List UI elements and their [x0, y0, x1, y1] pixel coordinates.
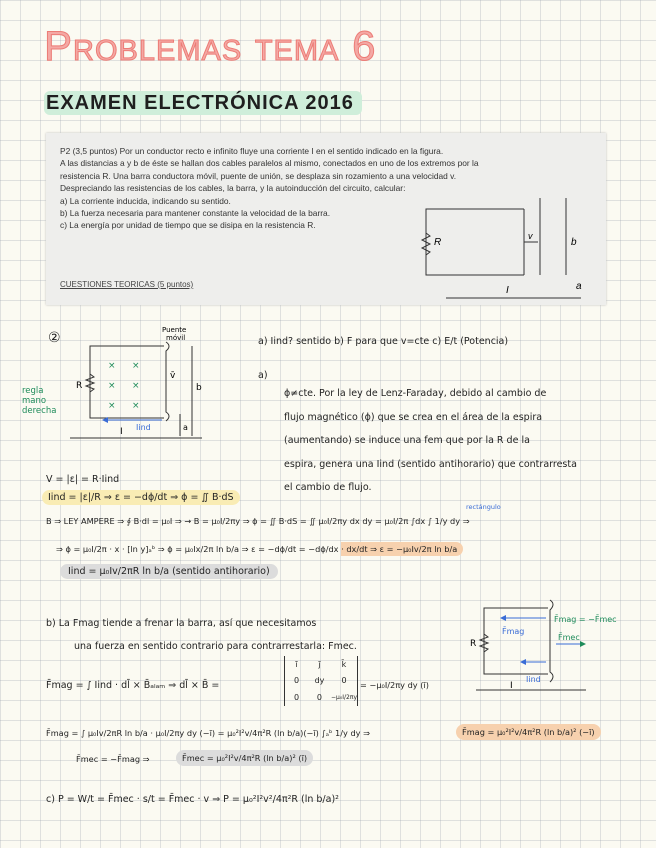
det-cell: j̄	[318, 659, 321, 669]
circuit-diagram-a	[62, 326, 212, 446]
exam-line: A las distancias a y b de éste se hallan dos cables paralelos al mismo, conectados en uno de los extremos por la	[60, 158, 479, 169]
exam-fig-label-b: b	[571, 237, 577, 248]
svg-text:×: ×	[108, 401, 116, 411]
part-a-label: a)	[258, 370, 268, 381]
explanation-line: espira, genera una Iind (sentido antihorario) que contrarresta	[284, 458, 577, 470]
det-cell: k̄	[341, 659, 347, 669]
equation-v: V = |ε| = R·Iind	[46, 474, 120, 485]
diagram-label: b	[196, 383, 202, 393]
equation-iind-result: Iind = μ₀Iv/2πR ln b/a (sentido antihorario)	[60, 564, 278, 579]
diagram-label: F̄mag	[502, 627, 525, 636]
note-line: regla	[22, 386, 44, 396]
exam-line: a) La corriente inducida, indicando su sentido.	[60, 195, 231, 206]
equation-fmag-integral: F̄mag = ∫ μ₀Iv/2πR ln b/a · μ₀I/2πy dy (−ī) = μ₀²I²v/4π²R (ln b/a)(−ī) ∫ₐᵇ 1/y dy ⇒	[46, 728, 370, 738]
note-line: mano	[22, 396, 47, 406]
det-cell: −μ₀I/2πy	[330, 694, 357, 702]
diagram-label: a	[183, 423, 188, 432]
explanation-line: una fuerza en sentido contrario para contrarrestarla: Fmec.	[74, 641, 357, 652]
equation-flux-emf: ⇒ ϕ = μ₀I/2π · x · [ln y]ₐᵇ ⇒ ϕ = μ₀Ix/2π ln b/a ⇒ ε = −dϕ/dt = −dϕ/dx · dx/dt ⇒ ε = −μ₀Iv/2π ln b/a	[56, 542, 463, 556]
problem-number: ②	[48, 330, 61, 346]
diagram-label: R	[76, 381, 83, 391]
part-b-explanation	[46, 612, 357, 658]
part-a-explanation	[284, 382, 577, 500]
explanation-line: b) La Fmag tiende a frenar la barra, así que necesitamos	[46, 618, 317, 629]
equation-fmec: F̄mec = −F̄mag ⇒	[76, 754, 150, 764]
diagram-label: v̄	[170, 371, 176, 381]
diagram-label: I	[510, 681, 513, 691]
exam-circuit-figure	[416, 193, 606, 305]
svg-text:×: ×	[132, 401, 140, 411]
page-title: Problemas tema 6	[44, 22, 377, 69]
det-cell: ī	[295, 659, 298, 669]
exam-problem-image	[46, 133, 606, 305]
svg-text:×: ×	[132, 361, 140, 371]
diagram-label: móvil	[166, 334, 186, 342]
det-cell: 0	[316, 693, 323, 703]
equation-fmag-def: F̄mag = ∫ Iind · dl̄ × B̄ₐₗₐₘ ⇒ dl̄ × B̄ =	[46, 680, 220, 691]
equation-ampere: B ⇒ LEY AMPERE ⇒ ∮ B·dl = μ₀I ⇒ → B = μ₀I/2πy ⇒ ϕ = ∬ B·dS = ∬ μ₀I/2πy dx dy = μ₀I/2π ∫dx ∫ 1/y dy ⇒	[46, 516, 470, 526]
diagram-label: F̄mec	[558, 633, 580, 642]
svg-text:×: ×	[108, 381, 116, 391]
det-cell: 0	[293, 676, 300, 686]
exam-line: b) La fuerza necesaria para mantener constante la velocidad de la barra.	[60, 208, 331, 219]
explanation-line: el cambio de flujo.	[284, 482, 372, 493]
svg-text:×: ×	[108, 361, 116, 371]
diagram-label: Iind	[136, 423, 151, 432]
equation-note: rectángulo	[466, 503, 501, 511]
diagram-label: I	[120, 427, 123, 437]
equation-fmec-result: F̄mec = μ₀²I²v/4π²R (ln b/a)² (ī)	[176, 750, 313, 766]
diagram-label: R	[470, 639, 477, 649]
equation-fmag-result: F̄mag = μ₀²I²v/4π²R (ln b/a)² (−ī)	[456, 724, 601, 740]
cross-product-determinant	[284, 656, 358, 706]
right-hand-rule-note	[22, 386, 56, 416]
exam-line: Despreciando las resistencias de los cables, la barra, y la autoinducción del circuito, calcular:	[60, 183, 406, 194]
questions-summary: a) Iind? sentido b) F para que v=cte c) E/t (Potencia)	[258, 336, 509, 347]
exam-footer: CUESTIONES TEORICAS (5 puntos)	[60, 280, 194, 289]
diagram-label: F̄mag = −F̄mec	[554, 615, 617, 624]
explanation-line: (aumentando) se induce una fem que por la R de la	[284, 435, 530, 446]
explanation-line: flujo magnético (ϕ) que se crea en el área de la espira	[284, 411, 543, 423]
explanation-line: ϕ≠cte. Por la ley de Lenz-Faraday, debido al cambio de	[284, 388, 547, 399]
exam-fig-label-i: I	[506, 285, 509, 296]
cross-product-result: = −μ₀I/2πy dy (ī)	[360, 680, 429, 690]
exam-fig-label-r: R	[434, 237, 442, 248]
exam-line: P2 (3,5 puntos) Por un conductor recto e infinito fluye una corriente I en el sentido indicado en la figura.	[60, 146, 444, 156]
note-line: derecha	[22, 406, 57, 416]
diagram-label: Puente	[162, 326, 187, 334]
det-cell: dy	[314, 676, 325, 686]
det-cell: 0	[293, 693, 300, 703]
diagram-label: Iind	[526, 675, 541, 684]
exam-line: resistencia R. Una barra conductora móvil, puente de unión, se desplaza sin rozamiento a una velocidad v.	[60, 170, 457, 181]
exam-fig-label-v: v	[528, 231, 533, 241]
svg-text:×: ×	[132, 381, 140, 391]
exam-line: c) La energía por unidad de tiempo que se disipa en la resistencia R.	[60, 220, 316, 231]
equation-power: c) P = W/t = F̄mec · s/t = F̄mec · v ⇒ P = μ₀²I²v²/4π²R (ln b/a)²	[46, 794, 339, 805]
exam-fig-label-a: a	[576, 281, 582, 292]
section-heading: EXAMEN ELECTRÓNICA 2016	[44, 92, 362, 115]
circuit-diagram-b	[462, 594, 650, 704]
det-cell: 0	[341, 676, 347, 686]
equation-iind: Iind = |ε|/R ⇒ ε = −dϕ/dt ⇒ ϕ = ∬ B·dS	[42, 490, 240, 505]
